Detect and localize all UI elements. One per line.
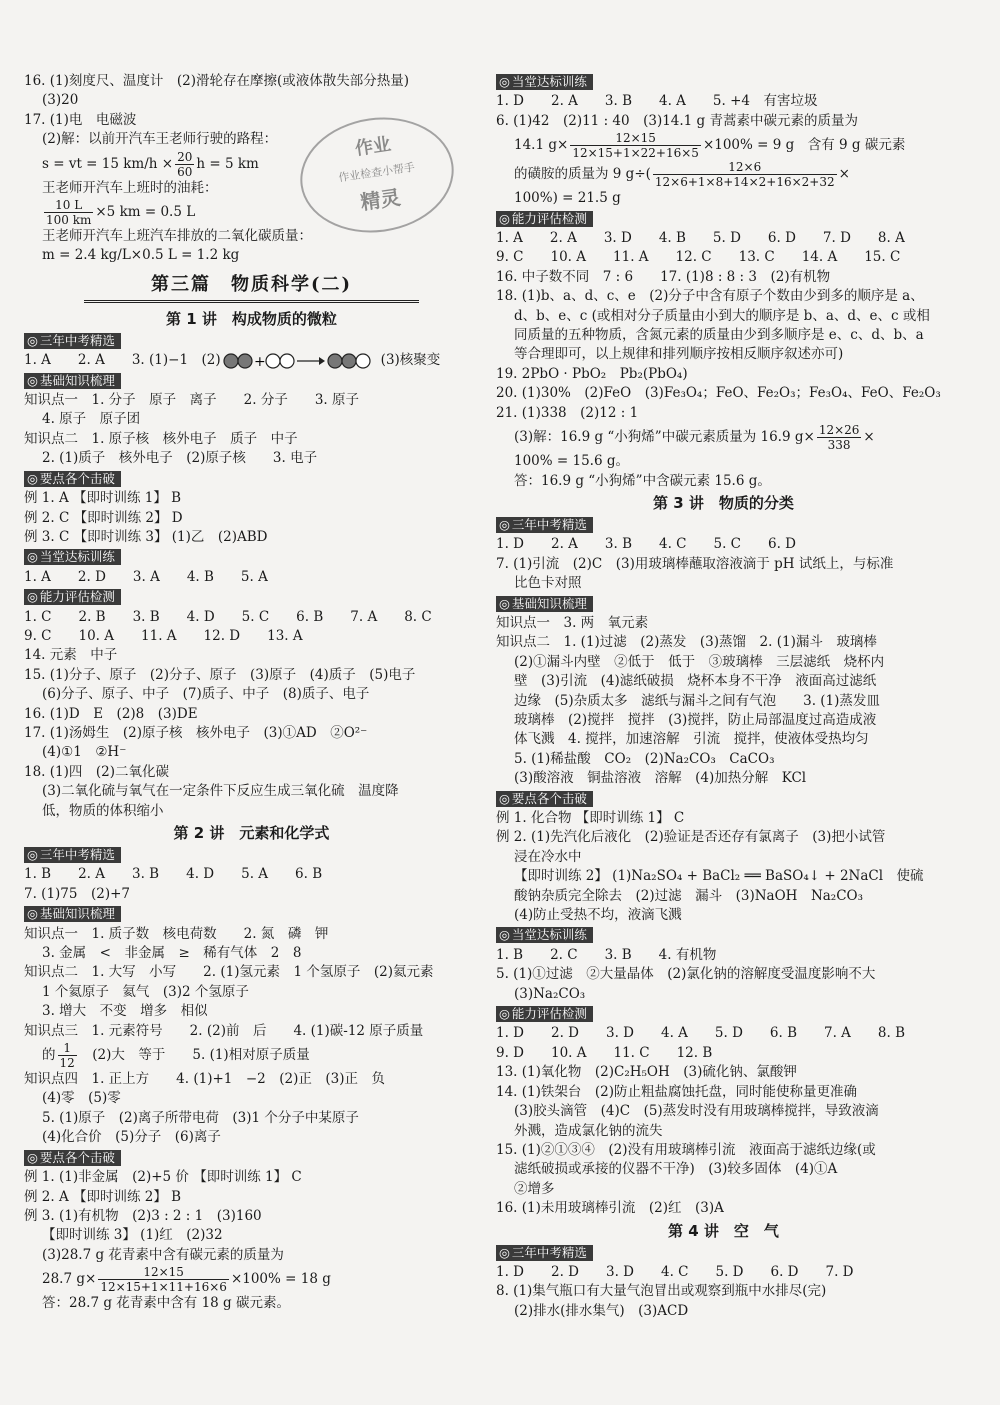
numerator: 12×6 — [653, 160, 837, 175]
formula-prefix: 的磺胺的质量为 9 g÷( — [514, 166, 651, 183]
right-column — [496, 72, 951, 1321]
numerator: 12×26 — [818, 423, 860, 438]
circle-bullet-icon: ◎ — [499, 516, 510, 532]
section-header-label: 能力评估检测 — [39, 589, 115, 605]
section-header — [496, 791, 593, 807]
stamp-top-text: 作业 — [353, 133, 393, 160]
answer-line: 1 个氦原子 氦气 (3)2 个氢原子 — [42, 983, 249, 1000]
answer-line: (3)胶头滴管 (4)C (5)蒸发时没有用玻璃棒搅拌，导致液滴 — [514, 1103, 879, 1120]
numerator: 20 — [177, 149, 193, 164]
answer-line: 1. A 2. A 3. D 4. B 5. D 6. D 7. D 8. A — [496, 230, 905, 247]
answer-line: 外溅，造成氯化钠的流失 — [514, 1122, 663, 1139]
answer-line: 1. D 2. A 3. B 4. A 5. +4 有害垃圾 — [496, 93, 818, 110]
answer-line: (3)Na₂CO₃ — [514, 985, 586, 1002]
answer-text: (3)核聚变 — [380, 352, 441, 369]
atom-circle — [328, 354, 342, 368]
answer-line: 知识点四 1. 正上方 4. (1)+1 −2 (2)正 (3)正 负 — [24, 1071, 386, 1088]
answer-line: 16. (1)刻度尺、温度计 (2)滑轮存在摩擦(或液体散失部分热量) — [24, 73, 410, 89]
answer-line: (4)防止受热不均，液滴飞溅 — [514, 907, 682, 924]
answer-line: 21. (1)338 (2)12 : 1 — [496, 404, 639, 421]
section-header-row — [24, 904, 479, 924]
answer-line: 5. (1)①过滤 ②大量晶体 (2)氯化钠的溶解度受温度影响不大 — [496, 966, 876, 983]
answer-line: 14. 元素 中子 — [24, 647, 118, 664]
section-header-row — [24, 469, 479, 489]
formula-prefix: 28.7 g× — [42, 1271, 97, 1288]
circle-bullet-icon: ◎ — [27, 589, 38, 605]
section-header — [24, 471, 121, 487]
section-header-label: 三年中考精选 — [511, 516, 587, 532]
denominator: 12×6+1×8+14×2+16×2+32 — [654, 175, 835, 190]
section-header-label: 要点各个击破 — [39, 1149, 115, 1165]
left-column — [24, 72, 479, 1314]
answer-line: 等合理即可，以上规律和排列顺序按相反顺序叙述亦可) — [514, 346, 844, 363]
answer-line: 例 2. C 【即时训练 2】 D — [24, 509, 183, 526]
section-header — [496, 1245, 593, 1261]
fraction — [817, 423, 862, 452]
section-header-label: 基础知识梳理 — [39, 372, 115, 388]
answer-line: (3)20 — [42, 92, 79, 109]
answer-line: 9. D 10. A 11. C 12. B — [496, 1044, 713, 1061]
answer-line: 18. (1)b、a、d、c、e (2)分子中含有原子个数由少到多的顺序是 a、 — [496, 288, 924, 305]
section-header-label: 要点各个击破 — [39, 470, 115, 486]
answer-line: 低，物质的体积缩小 — [42, 802, 164, 819]
answer-line: 3. 增大 不变 增多 相似 — [42, 1003, 208, 1020]
answer-line: 9. C 10. A 11. A 12. D 13. A — [24, 627, 303, 644]
section-header-label: 要点各个击破 — [511, 790, 587, 806]
lecture-title: 第 4 讲 空 气 — [668, 1221, 779, 1240]
lecture-title: 第 3 讲 物质的分类 — [653, 493, 794, 512]
formula-line — [496, 423, 951, 452]
answer-line: 知识点三 1. 元素符号 2. (2)前 后 4. (1)碳-12 原子质量 — [24, 1022, 424, 1039]
answer-line: 1. D 2. D 3. D 4. A 5. D 6. B 7. A 8. B — [496, 1025, 906, 1042]
circle-bullet-icon: ◎ — [499, 74, 510, 89]
section-header-row — [496, 594, 951, 614]
circle-bullet-icon: ◎ — [27, 332, 38, 348]
section-header — [24, 847, 121, 863]
answer-line: 知识点一 1. 质子数 核电荷数 2. 氮 磷 钾 — [24, 925, 329, 942]
answer-line: 1. D 2. D 3. D 4. C 5. D 6. D 7. D — [496, 1263, 854, 1280]
section-header-row — [496, 515, 951, 535]
answer-line: 5. (1)原子 (2)离子所带电荷 (3)1 个分子中某原子 — [42, 1109, 359, 1126]
stamp-bottom-text: 精灵 — [359, 185, 402, 215]
section-header — [24, 1150, 121, 1166]
answer-line: 17. (1)电 电磁波 — [24, 111, 137, 128]
formula-prefix: 的 — [42, 1047, 56, 1064]
answer-line: 知识点一 1. 分子 原子 离子 2. 分子 3. 原子 — [24, 392, 360, 409]
answer-line: 19. 2PbO · PbO₂ Pb₂(PbO₄) — [496, 365, 688, 382]
stamp-middle-text: 作业检查小帮手 — [337, 160, 416, 185]
atom-circle — [266, 354, 280, 368]
section-header-label: 能力评估检测 — [511, 210, 587, 226]
answer-line: 7. (1)75 (2)+7 — [24, 885, 130, 902]
answer-line: 例 1. 化合物 【即时训练 1】 C — [496, 810, 685, 826]
numerator: 12×15 — [570, 131, 701, 146]
answer-line: 13. (1)氧化物 (2)C₂H₅OH (3)硫化钠、氯酸钾 — [496, 1064, 797, 1081]
answer-line: 1. D 2. A 3. B 4. C 5. C 6. D — [496, 536, 797, 553]
answer-line: 例 3. (1)有机物 (2)3 : 2 : 1 (3)160 — [24, 1207, 262, 1224]
section-header-row — [24, 1148, 479, 1168]
formula-prefix: s = vt = 15 km/h × — [42, 155, 174, 172]
answer-text: 1. A 2. A 3. (1)−1 (2) — [24, 352, 221, 369]
answer-line: 1. B 2. A 3. B 4. D 5. A 6. B — [24, 866, 323, 883]
answer-line: 例 1. A 【即时训练 1】 B — [24, 490, 182, 507]
formula-suffix: ×5 km = 0.5 L — [95, 204, 196, 221]
denominator: 12×15+1×22+16×5 — [572, 146, 699, 161]
formula-suffix: × — [838, 166, 850, 183]
section-header-label: 基础知识梳理 — [511, 595, 587, 611]
section-header-row — [496, 1243, 951, 1263]
section-header — [496, 211, 593, 227]
circle-bullet-icon: ◎ — [499, 595, 510, 611]
circle-bullet-icon: ◎ — [27, 549, 38, 565]
answer-line: 1. A 2. D 3. A 4. B 5. A — [24, 568, 268, 585]
section-header-row — [496, 209, 951, 229]
answer-line: 3. 金属 < 非金属 ≥ 稀有气体 2 8 — [42, 945, 302, 962]
answer-line: 100%) = 21.5 g — [514, 190, 621, 207]
circle-bullet-icon: ◎ — [27, 906, 38, 922]
formula-suffix: ×100% = 18 g — [230, 1271, 331, 1288]
section-header — [496, 1006, 593, 1022]
answer-line: 100% = 15.6 g。 — [514, 453, 629, 470]
section-header-label: 当堂达标训练 — [511, 927, 587, 943]
formula-prefix: (3)解：16.9 g “小狗烯”中碳元素质量为 16.9 g× — [514, 429, 815, 446]
answer-line: ②增多 — [514, 1180, 555, 1197]
section-header — [24, 549, 121, 565]
section-header-row — [24, 331, 479, 351]
section-header — [496, 596, 593, 612]
denominator: 12 — [59, 1056, 75, 1071]
circle-bullet-icon: ◎ — [499, 790, 510, 806]
answer-line: 知识点一 3. 两 氧元素 — [496, 614, 649, 631]
plus-sign: + — [253, 353, 266, 370]
answer-line: 例 3. C 【即时训练 3】 (1)乙 (2)ABD — [24, 528, 268, 545]
denominator: 338 — [827, 438, 851, 453]
fraction — [44, 198, 93, 227]
circle-bullet-icon: ◎ — [499, 210, 510, 226]
section-header — [24, 373, 121, 389]
answer-line: (4)化合价 (5)分子 (6)离子 — [42, 1129, 221, 1146]
answer-line: 知识点二 1. 原子核 核外电子 质子 中子 — [24, 430, 298, 447]
answer-line: 9. C 10. A 11. A 12. C 13. C 14. A 15. C — [496, 249, 901, 266]
answer-line: (3)28.7 g 花青素中含有碳元素的质量为 — [42, 1246, 284, 1263]
section-header — [24, 906, 121, 922]
denominator: 12×15+1×11+16×6 — [100, 1280, 227, 1295]
answer-line: (4)零 (5)零 — [42, 1090, 121, 1107]
formula-suffix: (2)大 等于 5. (1)相对原子质量 — [78, 1047, 310, 1064]
denominator: 60 — [177, 164, 193, 179]
answer-line: (2)排水(排水集气) (3)ACD — [514, 1302, 689, 1319]
part-title: 第三篇 物质科学(二) — [84, 270, 419, 303]
answer-line: m = 2.4 kg/L×0.5 L = 1.2 kg — [42, 247, 240, 264]
answer-line: 答：16.9 g “小狗烯”中含碳元素 15.6 g。 — [514, 472, 771, 489]
answer-line: 答：28.7 g 花青素中含有 18 g 碳元素。 — [42, 1295, 290, 1312]
answer-line: 1. B 2. C 3. B 4. 有机物 — [496, 946, 717, 963]
answer-line: 王老师开汽车上班时的油耗： — [42, 179, 218, 196]
answer-line: 知识点二 1. 大写 小写 2. (1)氢元素 1 个氢原子 (2)氦元素 — [24, 964, 434, 981]
circle-bullet-icon: ◎ — [499, 927, 510, 943]
answer-line: 酸钠杂质完全除去 (2)过滤 漏斗 (3)NaOH Na₂CO₃ — [514, 887, 864, 904]
lecture-title: 第 1 讲 构成物质的微粒 — [166, 309, 337, 328]
answer-line: (3)二氧化硫与氧气在一定条件下反应生成三氧化硫 温度降 — [42, 783, 399, 800]
answer-line: 同质量的五种物质，含氮元素的质量由少到多顺序是 e、c、d、b、a — [514, 327, 924, 344]
answer-line: 18. (1)四 (2)二氧化碳 — [24, 763, 170, 780]
answer-line: 16. 中子数不同 7 : 6 17. (1)8 : 8 : 3 (2)有机物 — [496, 268, 831, 285]
atom-circle — [238, 354, 252, 368]
fraction — [98, 1265, 229, 1294]
atom-circle — [224, 354, 238, 368]
answer-line: 6. (1)42 (2)11 : 40 (3)14.1 g 青蒿素中碳元素的质量为 — [496, 112, 858, 129]
section-header-label: 能力评估检测 — [511, 1006, 587, 1022]
fraction — [58, 1041, 77, 1070]
formula-line — [24, 1041, 479, 1070]
answer-line: 16. (1)未用玻璃棒引流 (2)红 (3)A — [496, 1200, 724, 1217]
section-header-label: 基础知识梳理 — [39, 906, 115, 922]
section-header-row — [496, 1004, 951, 1024]
answer-line: 例 2. A 【即时训练 2】 B — [24, 1188, 182, 1205]
section-header — [496, 74, 593, 90]
formula-prefix: 14.1 g× — [514, 137, 569, 154]
section-header-label: 当堂达标训练 — [39, 549, 115, 565]
atom-circle — [342, 354, 356, 368]
answer-line: 15. (1)②①③④ (2)没有用玻璃棒引流 液面高于滤纸边缘(或 — [496, 1141, 876, 1158]
section-header — [24, 589, 121, 605]
answer-line: 玻璃棒 (2)搅拌 搅拌 (3)搅拌，防止局部温度过高造成液 — [514, 711, 877, 728]
formula-suffix: × — [863, 429, 875, 446]
answer-line: 17. (1)汤姆生 (2)原子核 核外电子 (3)①AD ②O²⁻ — [24, 724, 368, 741]
numerator: 1 — [58, 1041, 77, 1056]
answer-line: 8. (1)集气瓶口有大量气泡冒出或观察到瓶中水排尽(完) — [496, 1283, 827, 1300]
circle-bullet-icon: ◎ — [27, 847, 38, 862]
answer-line: (6)分子、原子、中子 (7)质子、中子 (8)质子、电子 — [42, 686, 370, 703]
circle-bullet-icon: ◎ — [499, 1006, 510, 1022]
circle-bullet-icon: ◎ — [499, 1244, 510, 1260]
answer-line: 比色卡对照 — [514, 575, 582, 592]
answer-line: 边缘 (5)杂质太多 滤纸与漏斗之间有气泡 3. (1)蒸发皿 — [514, 692, 880, 709]
atom-circle — [280, 354, 294, 368]
section-header — [496, 517, 593, 533]
numerator: 10 L — [44, 198, 93, 213]
answer-line: 壁 (3)引流 (4)滤纸破损 烧杯本身不干净 液面高过滤纸 — [514, 673, 877, 690]
answer-line: 15. (1)分子、原子 (2)分子、原子 (3)原子 (4)质子 (5)电子 — [24, 666, 416, 683]
answer-line: 【即时训练 3】 (1)红 (2)32 — [42, 1227, 223, 1244]
circle-bullet-icon: ◎ — [27, 470, 38, 486]
formula-line — [496, 160, 951, 189]
answer-line: 16. (1)D E (2)8 (3)DE — [24, 705, 198, 722]
answer-line: 7. (1)引流 (2)C (3)用玻璃棒蘸取溶液滴于 pH 试纸上，与标准 — [496, 555, 894, 572]
section-header — [24, 333, 121, 349]
arrow-head-icon — [319, 357, 325, 365]
answer-line: 滤纸破损或承接的仪器不干净) (3)较多固体 (4)①A — [514, 1161, 838, 1178]
section-header-row — [496, 789, 951, 809]
section-header-label: 三年中考精选 — [39, 847, 115, 862]
fraction — [653, 160, 837, 189]
section-header — [496, 927, 593, 943]
fraction — [175, 150, 194, 179]
answer-line: 1. C 2. B 3. B 4. D 5. C 6. B 7. A 8. C — [24, 608, 432, 625]
fusion-reaction-diagram — [221, 352, 381, 370]
section-header-row — [24, 371, 479, 391]
formula-suffix: h = 5 km — [196, 155, 259, 172]
answer-line: d、b、e、c (或相对分子质量由小到大的顺序是 b、a、d、e、c 或相 — [514, 307, 930, 324]
answer-line: (3)酸溶液 铜盐溶液 溶解 (4)加热分解 KCl — [514, 770, 807, 787]
answer-line: 例 1. (1)非金属 (2)+5 价 【即时训练 1】 C — [24, 1169, 302, 1186]
numerator: 12×15 — [98, 1265, 229, 1280]
answer-line: 14. (1)铁架台 (2)防止粗盐腐蚀托盘，同时能使称量更准确 — [496, 1083, 858, 1100]
section-header-row — [496, 72, 951, 92]
circle-bullet-icon: ◎ — [27, 372, 38, 388]
answer-line: (2)解：以前开汽车王老师行驶的路程： — [42, 131, 278, 148]
fraction — [570, 131, 701, 160]
formula-suffix: ×100% = 9 g 含有 9 g 碳元素 — [702, 137, 906, 154]
section-header-label: 三年中考精选 — [39, 332, 115, 348]
section-header-row — [496, 925, 951, 945]
answer-line: 例 2. (1)先汽化后液化 (2)验证是否还存有氯离子 (3)把小试管 — [496, 829, 886, 846]
answer-line: (2)①漏斗内壁 ②低于 低于 ③玻璃棒 三层滤纸 烧杯内 — [514, 653, 885, 670]
formula-line — [24, 1265, 479, 1294]
section-header-row — [24, 845, 479, 865]
section-header-row — [24, 547, 479, 567]
denominator: 100 km — [46, 213, 92, 228]
answer-line: 知识点二 1. (1)过滤 (2)蒸发 (3)蒸馏 2. (1)漏斗 玻璃棒 — [496, 634, 877, 651]
section-header-row — [24, 587, 479, 607]
answer-line: 5. (1)稀盐酸 CO₂ (2)Na₂CO₃ CaCO₃ — [514, 750, 775, 767]
lecture-title: 第 2 讲 元素和化学式 — [173, 824, 330, 842]
section-header-label: 三年中考精选 — [511, 1244, 587, 1260]
answer-line: 2. (1)质子 核外电子 (2)原子核 3. 电子 — [42, 450, 318, 467]
formula-line — [496, 131, 951, 160]
answer-line: 王老师开汽车上班汽车排放的二氧化碳质量： — [42, 228, 312, 245]
answer-line: 4. 原子 原子团 — [42, 411, 141, 428]
answer-line: 体飞溅 4. 搅拌，加速溶解 引流 搅拌，使液体受热均匀 — [514, 731, 869, 748]
answer-line: 20. (1)30% (2)FeO (3)Fe₃O₄；FeO、Fe₂O₃；Fe₃O₄、FeO、Fe₂O₃ — [496, 385, 941, 402]
section-header-label: 当堂达标训练 — [511, 74, 587, 89]
answer-line: 浸在冷水中 — [514, 848, 582, 865]
answer-line: 【即时训练 2】 (1)Na₂SO₄ + BaCl₂ ══ BaSO₄↓ + 2NaCl 使硫 — [514, 868, 924, 885]
answer-line-with-diagram — [24, 351, 479, 370]
answer-line: (4)①1 ②H⁻ — [42, 744, 127, 761]
circle-bullet-icon: ◎ — [27, 1149, 38, 1165]
atom-circle — [356, 354, 370, 368]
